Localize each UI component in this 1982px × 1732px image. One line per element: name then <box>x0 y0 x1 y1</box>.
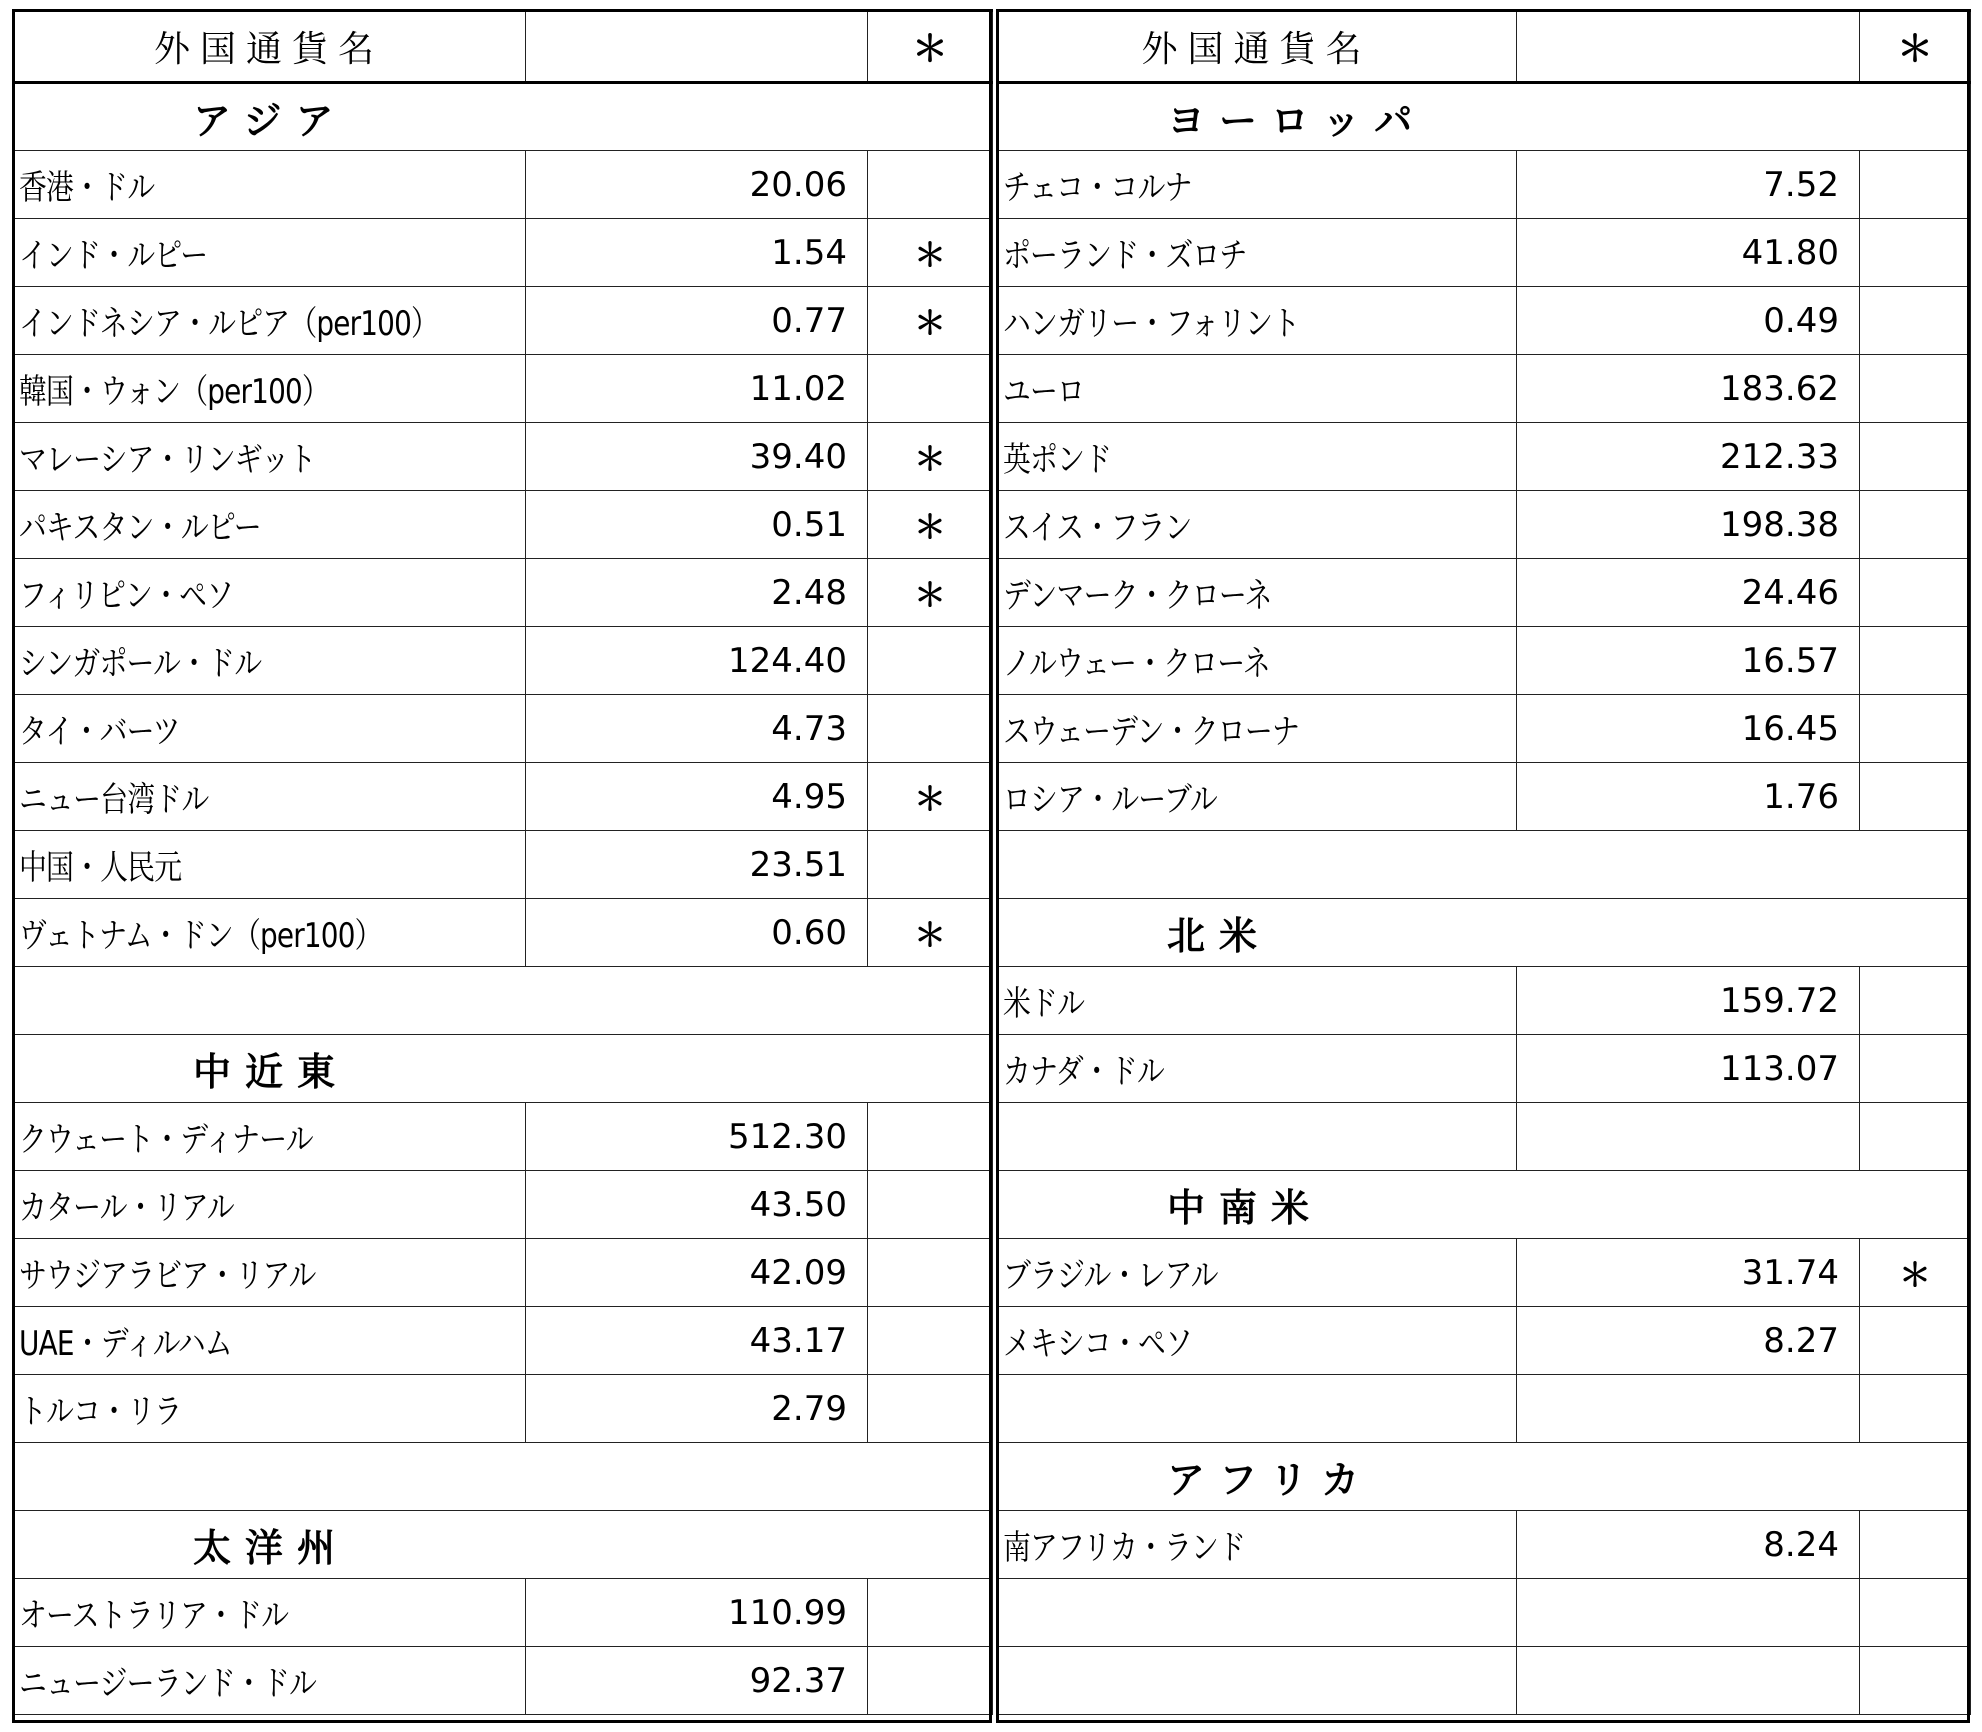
currency-mark: ＊ <box>868 287 993 355</box>
currency-mark <box>868 1647 993 1715</box>
left-blank-row-2-cell <box>13 1443 993 1511</box>
currency-mark <box>1860 355 1971 423</box>
currency-row <box>13 1103 993 1171</box>
right-blank-row-3 <box>997 1375 1971 1443</box>
currency-row <box>13 831 993 899</box>
currency-mark: ＊ <box>1860 1239 1971 1307</box>
right-blank-row-3-name <box>997 1375 1517 1443</box>
currency-name-text: ブラジル・レアル <box>1003 1256 1218 1296</box>
region-title-asia: アジア <box>13 83 993 151</box>
region-title-africa: アフリカ <box>997 1443 1971 1511</box>
currency-name-text: フィリピン・ペソ <box>19 576 234 616</box>
region-title-latin_america: 中南米 <box>997 1171 1971 1239</box>
region-row-middle_east <box>13 1035 993 1103</box>
currency-rate: 8.27 <box>1517 1307 1860 1375</box>
currency-name <box>13 763 526 831</box>
currency-rate: 212.33 <box>1517 423 1860 491</box>
right-blank-row-2-name <box>997 1103 1517 1171</box>
right-currency-table <box>996 9 1971 1715</box>
currency-row <box>997 763 1971 831</box>
currency-mark <box>1860 1307 1971 1375</box>
currency-name-text: メキシコ・ペソ <box>1003 1324 1193 1364</box>
currency-name <box>13 219 526 287</box>
currency-name <box>997 423 1517 491</box>
currency-rate: 39.40 <box>526 423 868 491</box>
currency-row <box>13 219 993 287</box>
currency-name <box>997 967 1517 1035</box>
currency-mark <box>1860 287 1971 355</box>
currency-rate: 7.52 <box>1517 151 1860 219</box>
left-table-body <box>13 11 993 1715</box>
right-blank-row-2-mark <box>1860 1103 1971 1171</box>
currency-rate: 2.79 <box>526 1375 868 1443</box>
currency-name <box>997 559 1517 627</box>
currency-row <box>997 151 1971 219</box>
currency-name-text: インドネシア・ルピア（per100） <box>19 304 439 344</box>
currency-name <box>997 219 1517 287</box>
region-row-africa <box>997 1443 1971 1511</box>
currency-mark <box>1860 1035 1971 1103</box>
currency-name-text: タイ・バーツ <box>19 712 180 752</box>
currency-row <box>997 491 1971 559</box>
currency-rate: 198.38 <box>1517 491 1860 559</box>
currency-name <box>997 1511 1517 1579</box>
right-header-currency-name: 外国通貨名 <box>997 11 1517 83</box>
region-title-europe: ヨーロッパ <box>997 83 1971 151</box>
currency-mark <box>868 1239 993 1307</box>
currency-mark <box>868 1375 993 1443</box>
currency-name <box>13 1239 526 1307</box>
currency-mark <box>868 1579 993 1647</box>
right-blank-row-5-value <box>1517 1647 1860 1715</box>
currency-rate: 0.60 <box>526 899 868 967</box>
currency-name-text: 米ドル <box>1003 984 1085 1024</box>
currency-rate: 0.49 <box>1517 287 1860 355</box>
currency-rate: 1.54 <box>526 219 868 287</box>
currency-row <box>13 559 993 627</box>
currency-name-text: ロシア・ルーブル <box>1003 780 1217 820</box>
currency-name <box>997 287 1517 355</box>
region-row-asia <box>13 83 993 151</box>
currency-mark <box>868 695 993 763</box>
currency-name-text: マレーシア・リンギット <box>19 440 316 480</box>
currency-name-text: 英ポンド <box>1003 440 1112 480</box>
currency-row <box>13 627 993 695</box>
currency-name <box>997 763 1517 831</box>
currency-mark <box>1860 219 1971 287</box>
currency-mark <box>1860 627 1971 695</box>
currency-mark <box>1860 763 1971 831</box>
currency-name-text: インド・ルピー <box>19 236 208 276</box>
currency-mark: ＊ <box>868 899 993 967</box>
currency-mark <box>1860 967 1971 1035</box>
right-header-value <box>1517 11 1860 83</box>
currency-rate: 4.95 <box>526 763 868 831</box>
currency-name <box>13 1307 526 1375</box>
currency-row <box>13 1647 993 1715</box>
currency-name-text: スイス・フラン <box>1003 508 1192 548</box>
currency-rate: 159.72 <box>1517 967 1860 1035</box>
currency-name <box>13 287 526 355</box>
currency-name-text: シンガポール・ドル <box>19 644 262 684</box>
currency-name <box>13 491 526 559</box>
currency-row <box>997 423 1971 491</box>
currency-rate: 183.62 <box>1517 355 1860 423</box>
right-blank-row-5-mark <box>1860 1647 1971 1715</box>
right-blank-row-4-value <box>1517 1579 1860 1647</box>
currency-rate: 8.24 <box>1517 1511 1860 1579</box>
currency-name <box>13 695 526 763</box>
currency-rate: 43.17 <box>526 1307 868 1375</box>
currency-row <box>997 1035 1971 1103</box>
region-row-latin_america <box>997 1171 1971 1239</box>
currency-name <box>997 355 1517 423</box>
currency-name <box>13 355 526 423</box>
currency-row <box>13 423 993 491</box>
currency-mark <box>868 1307 993 1375</box>
currency-rate-sheet <box>12 9 1970 1723</box>
currency-mark <box>1860 491 1971 559</box>
currency-name <box>997 695 1517 763</box>
currency-name-text: 中国・人民元 <box>19 848 182 888</box>
currency-rate: 16.45 <box>1517 695 1860 763</box>
currency-mark: ＊ <box>868 491 993 559</box>
left-blank-row-2 <box>13 1443 993 1511</box>
currency-row <box>13 355 993 423</box>
currency-name-text: ニュー台湾ドル <box>19 780 209 820</box>
right-blank-row-4-name <box>997 1579 1517 1647</box>
currency-name-text: トルコ・リラ <box>19 1392 182 1432</box>
left-header-value <box>526 11 868 83</box>
currency-row <box>13 151 993 219</box>
currency-mark: ＊ <box>868 559 993 627</box>
right-blank-row-3-mark <box>1860 1375 1971 1443</box>
currency-rate: 43.50 <box>526 1171 868 1239</box>
currency-name-text: パキスタン・ルピー <box>19 508 261 548</box>
currency-name-text: クウェート・ディナール <box>19 1120 313 1160</box>
currency-name <box>997 491 1517 559</box>
region-row-oceania <box>13 1511 993 1579</box>
currency-name <box>13 1171 526 1239</box>
right-blank-row-2 <box>997 1103 1971 1171</box>
currency-name <box>13 151 526 219</box>
currency-name-text: ノルウェー・クローネ <box>1003 644 1270 684</box>
currency-rate: 16.57 <box>1517 627 1860 695</box>
currency-name-text: 韓国・ウォン（per100） <box>19 372 329 412</box>
left-currency-table <box>12 9 993 1715</box>
left-blank-row-1 <box>13 967 993 1035</box>
right-blank-row-5-name <box>997 1647 1517 1715</box>
currency-row <box>13 1239 993 1307</box>
right-blank-row-5 <box>997 1647 1971 1715</box>
right-blank-row-4-mark <box>1860 1579 1971 1647</box>
currency-rate: 2.48 <box>526 559 868 627</box>
currency-name-text: ハンガリー・フォリント <box>1003 304 1300 344</box>
left-header-row <box>13 11 993 83</box>
currency-rate: 113.07 <box>1517 1035 1860 1103</box>
currency-name-text: デンマーク・クローネ <box>1003 576 1272 616</box>
currency-rate: 42.09 <box>526 1239 868 1307</box>
currency-name <box>997 627 1517 695</box>
currency-mark <box>868 627 993 695</box>
currency-row <box>997 627 1971 695</box>
currency-rate: 110.99 <box>526 1579 868 1647</box>
currency-name <box>13 1579 526 1647</box>
currency-rate: 92.37 <box>526 1647 868 1715</box>
currency-mark <box>1860 695 1971 763</box>
right-blank-row-3-value <box>1517 1375 1860 1443</box>
currency-mark <box>1860 423 1971 491</box>
currency-rate: 1.76 <box>1517 763 1860 831</box>
currency-row <box>13 287 993 355</box>
currency-name-text: ニュージーランド・ドル <box>19 1664 317 1704</box>
currency-row <box>13 1307 993 1375</box>
currency-name <box>13 423 526 491</box>
currency-rate: 20.06 <box>526 151 868 219</box>
left-header-mark: ＊ <box>868 11 993 83</box>
currency-mark: ＊ <box>868 763 993 831</box>
right-blank-row-2-value <box>1517 1103 1860 1171</box>
currency-mark <box>1860 151 1971 219</box>
currency-name-text: サウジアラビア・リアル <box>19 1256 316 1296</box>
currency-name <box>997 151 1517 219</box>
currency-mark: ＊ <box>868 219 993 287</box>
currency-mark <box>868 831 993 899</box>
currency-row <box>997 1307 1971 1375</box>
right-header-mark: ＊ <box>1860 11 1971 83</box>
right-blank-row-4 <box>997 1579 1971 1647</box>
currency-name <box>997 1239 1517 1307</box>
currency-name-text: スウェーデン・クローナ <box>1003 712 1299 752</box>
currency-rate: 41.80 <box>1517 219 1860 287</box>
currency-rate: 24.46 <box>1517 559 1860 627</box>
region-row-europe <box>997 83 1971 151</box>
currency-row <box>13 1171 993 1239</box>
currency-row <box>997 695 1971 763</box>
right-header-row <box>997 11 1971 83</box>
currency-mark <box>868 151 993 219</box>
currency-name <box>13 831 526 899</box>
currency-row <box>13 1579 993 1647</box>
right-blank-row-1 <box>997 831 1971 899</box>
currency-rate: 11.02 <box>526 355 868 423</box>
currency-name <box>997 1307 1517 1375</box>
currency-row <box>997 559 1971 627</box>
currency-rate: 31.74 <box>1517 1239 1860 1307</box>
currency-name <box>13 627 526 695</box>
currency-rate: 23.51 <box>526 831 868 899</box>
currency-name-text: オーストラリア・ドル <box>19 1596 289 1636</box>
right-blank-row-1-cell <box>997 831 1971 899</box>
currency-row <box>997 967 1971 1035</box>
currency-row <box>997 355 1971 423</box>
currency-row <box>13 763 993 831</box>
currency-name <box>13 1375 526 1443</box>
currency-name-text: ポーランド・ズロチ <box>1003 236 1247 276</box>
currency-mark <box>868 355 993 423</box>
currency-rate: 512.30 <box>526 1103 868 1171</box>
currency-row <box>13 695 993 763</box>
left-header-currency-name: 外国通貨名 <box>13 11 526 83</box>
currency-row <box>997 287 1971 355</box>
currency-mark <box>1860 559 1971 627</box>
currency-name-text: 南アフリカ・ランド <box>1003 1528 1246 1568</box>
currency-name-text: UAE・ディルハム <box>19 1324 232 1364</box>
currency-name-text: ユーロ <box>1003 372 1085 412</box>
region-title-north_america: 北米 <box>997 899 1971 967</box>
currency-mark <box>1860 1511 1971 1579</box>
currency-rate: 0.77 <box>526 287 868 355</box>
currency-name-text: チェコ・コルナ <box>1003 168 1192 208</box>
currency-row <box>997 219 1971 287</box>
left-blank-row-1-cell <box>13 967 993 1035</box>
currency-rate: 0.51 <box>526 491 868 559</box>
currency-row <box>13 899 993 967</box>
region-title-oceania: 太洋州 <box>13 1511 993 1579</box>
currency-name-text: ヴェトナム・ドン（per100） <box>19 916 382 956</box>
currency-mark: ＊ <box>868 423 993 491</box>
currency-row <box>997 1239 1971 1307</box>
currency-mark <box>868 1103 993 1171</box>
currency-name <box>997 1035 1517 1103</box>
currency-name-text: カタール・リアル <box>19 1188 234 1228</box>
currency-rate: 124.40 <box>526 627 868 695</box>
currency-name-text: カナダ・ドル <box>1003 1052 1164 1092</box>
currency-name <box>13 1103 526 1171</box>
currency-name-text: 香港・ドル <box>19 168 155 208</box>
currency-name <box>13 899 526 967</box>
currency-rate: 4.73 <box>526 695 868 763</box>
currency-mark <box>868 1171 993 1239</box>
region-row-north_america <box>997 899 1971 967</box>
currency-name <box>13 1647 526 1715</box>
currency-row <box>13 1375 993 1443</box>
region-title-middle_east: 中近東 <box>13 1035 993 1103</box>
currency-row <box>13 491 993 559</box>
right-table-body <box>997 11 1971 1715</box>
currency-name <box>13 559 526 627</box>
currency-row <box>997 1511 1971 1579</box>
